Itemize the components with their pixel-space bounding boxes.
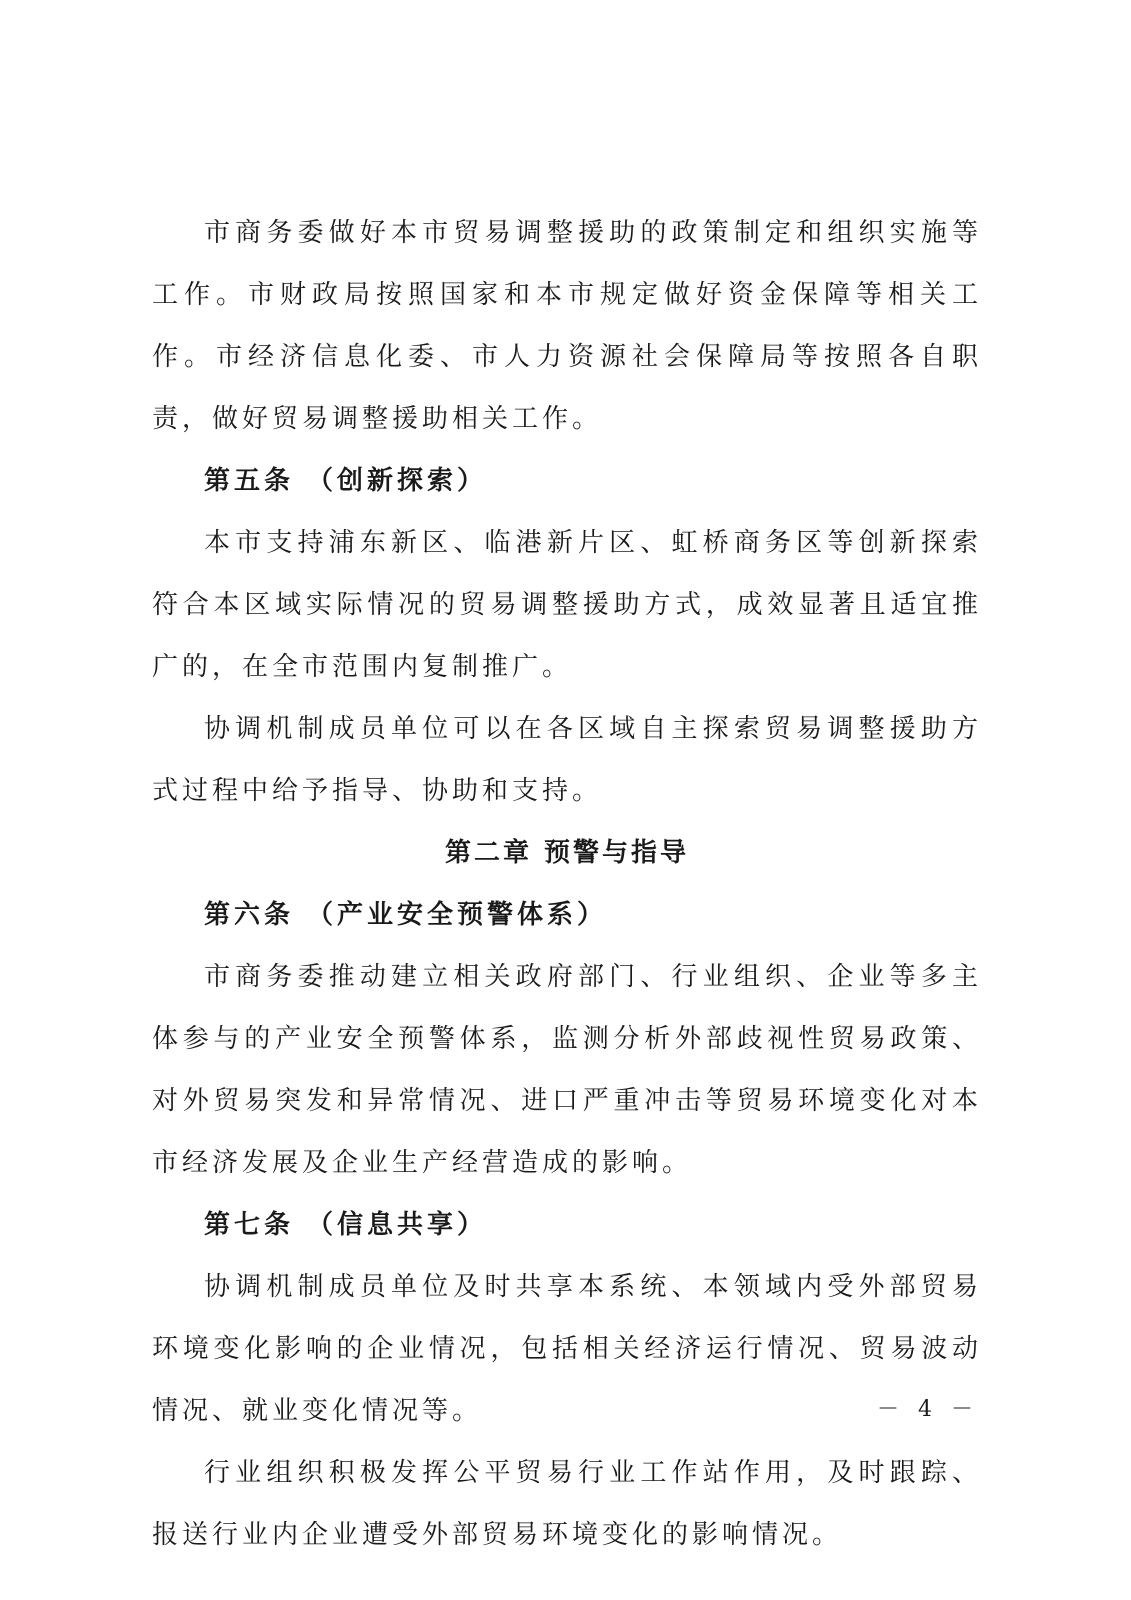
document-body [152, 202, 982, 1566]
paragraph-duties: 市商务委做好本市贸易调整援助的政策制定和组织实施等工作。市财政局按照国家和本市规定做好资金保障等相关工作。市经济信息化委、市人力资源社会保障局等按照各自职责，做好贸易调整援助相关工作。 [152, 218, 982, 434]
paragraph-information-sharing: 协调机制成员单位及时共享本系统、本领域内受外部贸易环境变化影响的企业情况，包括相关经济运行情况、贸易波动情况、就业变化情况等。 [152, 1272, 982, 1426]
paragraph-industry-organizations: 行业组织积极发挥公平贸易行业工作站作用，及时跟踪、报送行业内企业遭受外部贸易环境变化的影响情况。 [152, 1458, 982, 1550]
article-5-heading: 第五条 （创新探索） [204, 466, 488, 496]
paragraph-warning-system: 市商务委推动建立相关政府部门、行业组织、企业等多主体参与的产业安全预警体系，监测分析外部歧视性贸易政策、对外贸易突发和异常情况、进口严重冲击等贸易环境变化对本市经济发展及企业生产经营造成的影响。 [152, 962, 982, 1178]
article-7-heading: 第七条 （信息共享） [204, 1210, 488, 1240]
chapter-2-heading: 第二章 预警与指导 [444, 838, 690, 868]
paragraph-innovation: 本市支持浦东新区、临港新片区、虹桥商务区等创新探索符合本区域实际情况的贸易调整援助方式，成效显著且适宜推广的，在全市范围内复制推广。 [152, 528, 982, 682]
page-number: － 4 － [877, 1397, 979, 1422]
paragraph-guidance: 协调机制成员单位可以在各区域自主探索贸易调整援助方式过程中给予指导、协助和支持。 [152, 714, 982, 806]
article-6-heading: 第六条 （产业安全预警体系） [204, 900, 608, 930]
